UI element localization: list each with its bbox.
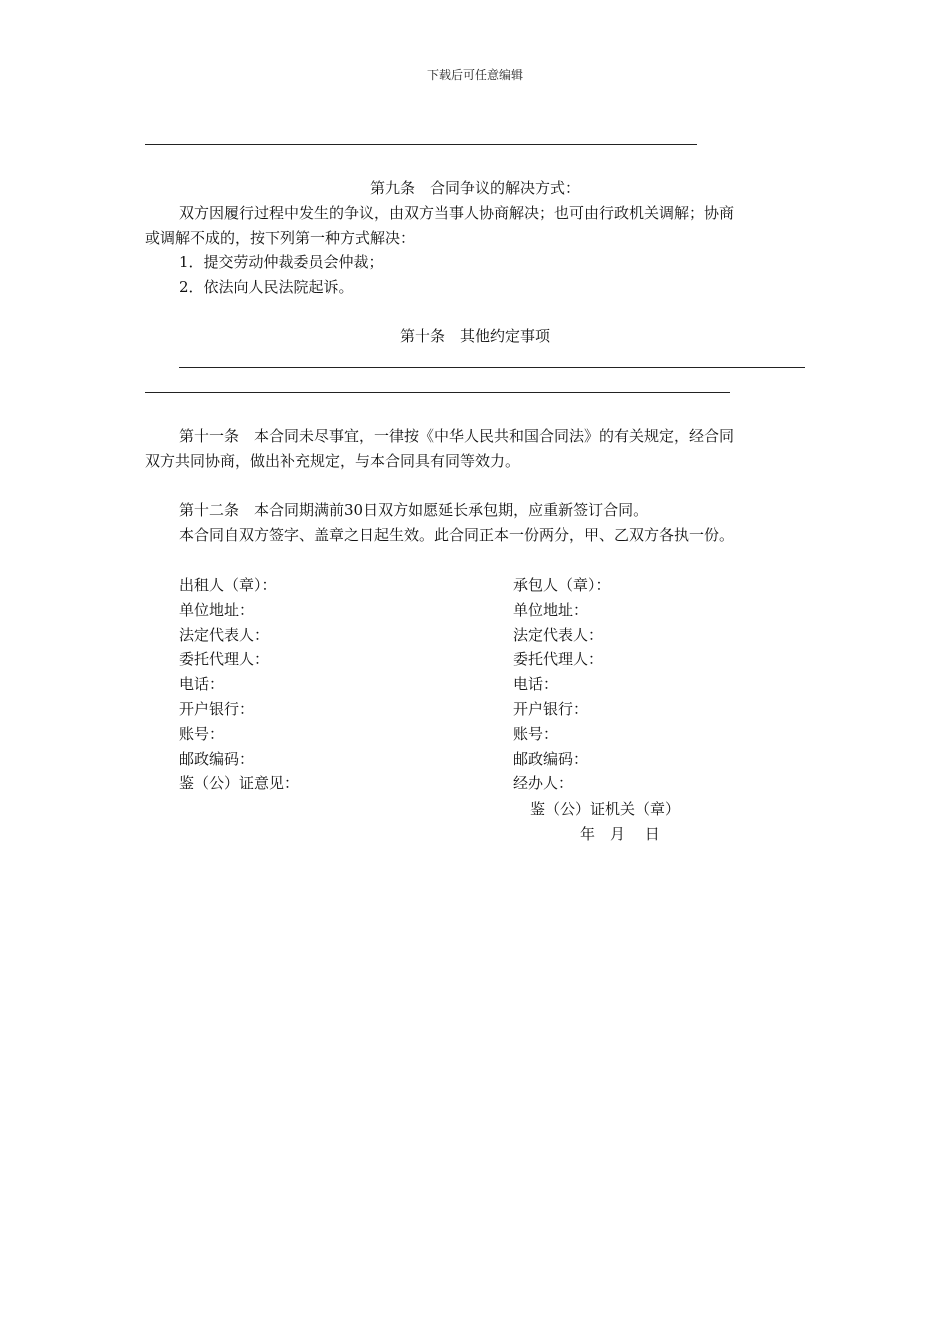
lessor-postcode-label: 邮政编码： [179, 749, 255, 768]
contractor-legal-rep-label: 法定代表人： [513, 625, 604, 644]
lessor-agent-label: 委托代理人： [179, 650, 270, 669]
header-note: 下载后可任意编辑 [426, 68, 523, 82]
article10-title: 第十条 其他约定事项 [399, 327, 550, 345]
notary-seal-label: 鉴（公）证机关（章） [530, 800, 681, 818]
handler-label: 经办人： [513, 774, 574, 793]
lessor-bank-label: 开户银行： [179, 699, 255, 718]
article9-paragraph-line1: 双方因履行过程中发生的争议，由双方当事人协商解决；也可由行政机关调解；协商 [179, 204, 735, 222]
article9-paragraph-line2: 或调解不成的，按下列第一种方式解决： [145, 229, 416, 247]
lessor-phone-label: 电话： [179, 675, 225, 694]
article12-line1: 第十二条 本合同期满前30日双方如愿延长承包期，应重新签订合同。 [179, 501, 649, 519]
notary-date-label: 年 月 日 [580, 825, 660, 843]
article9-option-1: 1．提交劳动仲裁委员会仲裁； [179, 253, 384, 271]
article12-line2: 本合同自双方签字、盖章之日起生效。此合同正本一份两分，甲、乙双方各执一份。 [179, 526, 735, 544]
contractor-address-label: 单位地址： [513, 600, 589, 619]
contractor-account-label: 账号： [513, 724, 559, 743]
lessor-signature-block [179, 573, 299, 796]
contractor-signature-block [513, 573, 611, 796]
article10-fill-line-1 [179, 367, 805, 368]
blank-fill-line [145, 144, 697, 145]
article9-option-2: 2．依法向人民法院起诉。 [179, 278, 354, 296]
contractor-phone-label: 电话： [513, 675, 559, 694]
contractor-postcode-label: 邮政编码： [513, 749, 589, 768]
article11-line2: 双方共同协商，做出补充规定，与本合同具有同等效力。 [145, 452, 521, 470]
contractor-bank-label: 开户银行： [513, 699, 589, 718]
lessor-account-label: 账号： [179, 724, 225, 743]
article10-fill-line-2 [145, 392, 730, 393]
contractor-agent-label: 委托代理人： [513, 650, 604, 669]
lessor-seal-label: 出租人（章）： [179, 576, 277, 594]
lessor-address-label: 单位地址： [179, 600, 255, 619]
lessor-legal-rep-label: 法定代表人： [179, 625, 270, 644]
article11-line1: 第十一条 本合同未尽事宜，一律按《中华人民共和国合同法》的有关规定，经合同 [179, 427, 735, 445]
contractor-seal-label: 承包人（章）： [513, 576, 611, 594]
notary-opinion-label: 鉴（公）证意见： [179, 774, 300, 793]
article9-title: 第九条 合同争议的解决方式： [369, 179, 580, 197]
